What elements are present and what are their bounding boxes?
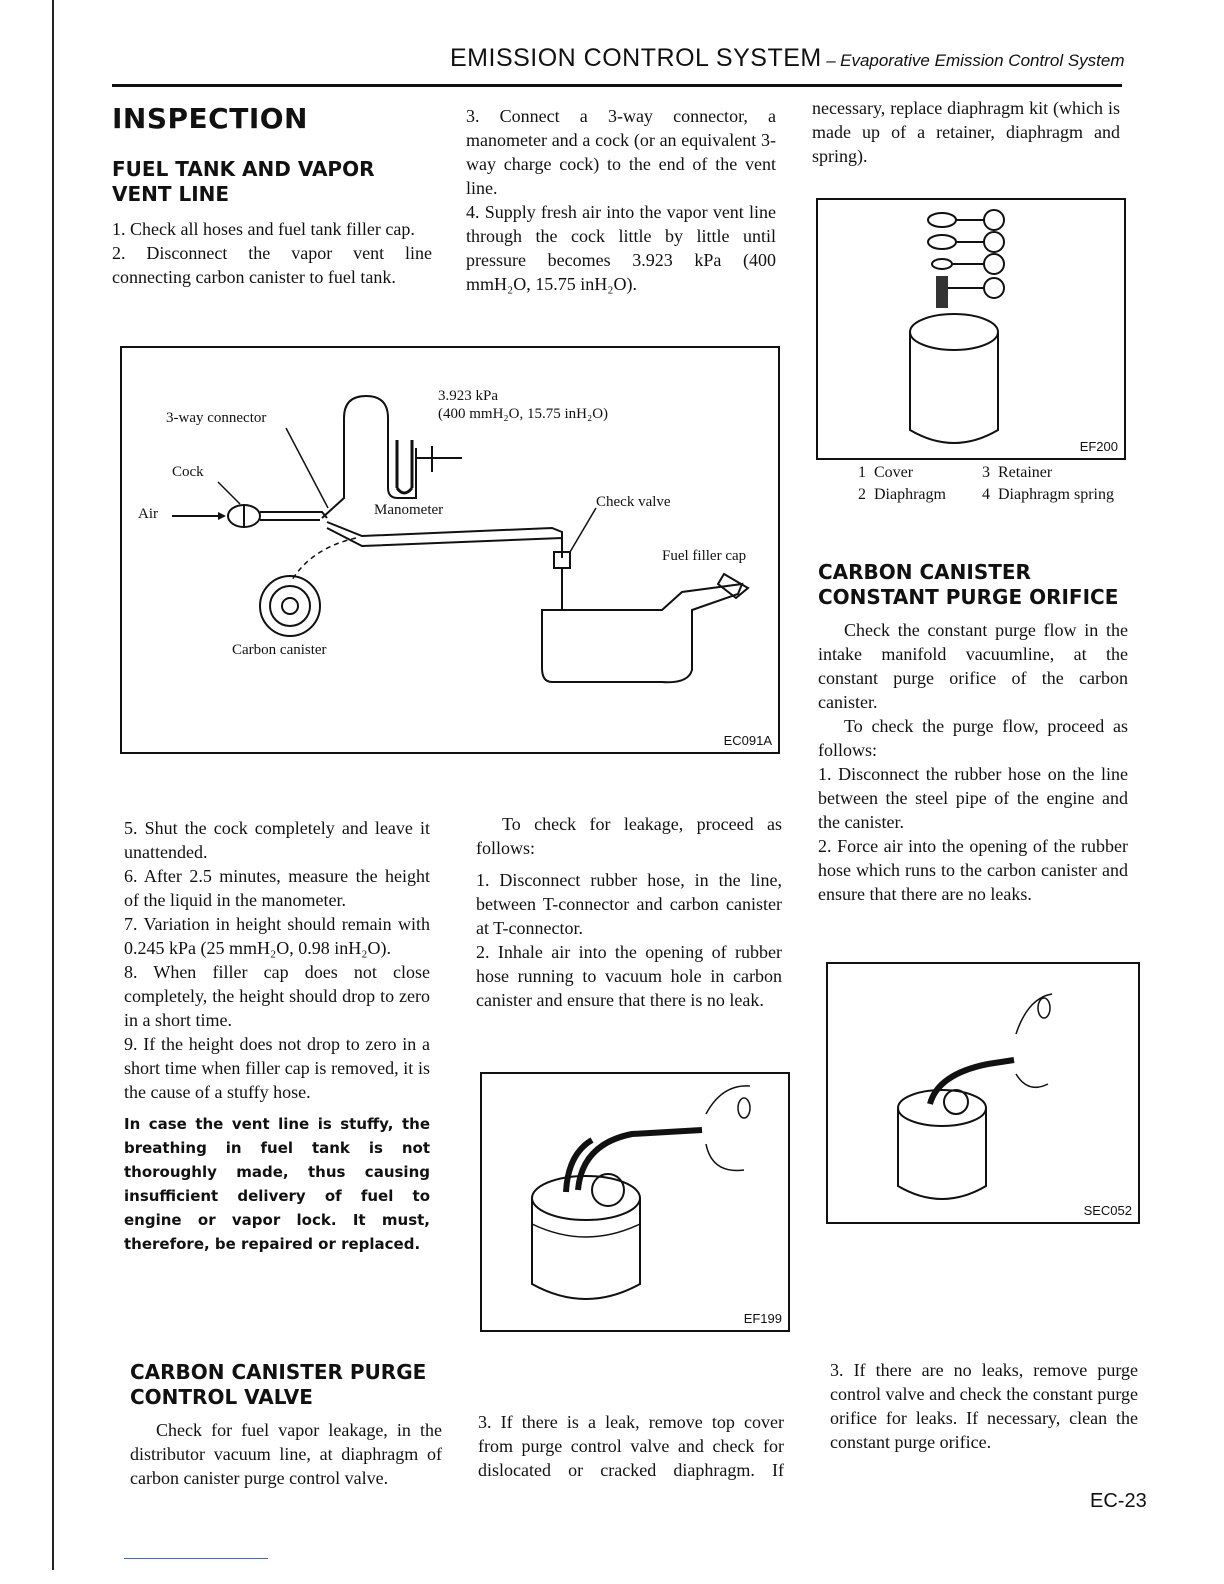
step-2: 2. Disconnect the vapor vent line connecting carbon canister to fuel tank. xyxy=(112,243,432,287)
purge-valve-step-3-continued xyxy=(812,96,1120,168)
step-6: 6. After 2.5 minutes, measure the height of the liquid in the manometer. xyxy=(124,866,430,910)
part-2-num: 2 xyxy=(858,486,866,503)
steps-5-9 xyxy=(124,816,430,1256)
orifice-heading-line1: CARBON CANISTER xyxy=(818,560,1031,584)
step-3: 3. Connect a 3-way connector, a manometer and a cock (or an equivalent 3-way charge cock) to the end of the vent line. xyxy=(466,106,776,198)
orifice-heading-line2: CONSTANT PURGE ORIFICE xyxy=(818,585,1119,609)
inspection-heading: INSPECTION xyxy=(112,102,308,135)
orifice-step-2: 2. Force air into the opening of the rubber hose which runs to the carbon canister and ensure that there are no leaks. xyxy=(818,836,1128,904)
air-label: Air xyxy=(138,506,158,522)
purge-valve-heading-line2: CONTROL VALVE xyxy=(130,1385,313,1409)
part-3-num: 3 xyxy=(982,464,990,481)
orifice-step-3: 3. If there are no leaks, remove purge control valve and check the constant purge orifice for leaks. If necessary, clean the constant purge orifice. xyxy=(830,1360,1138,1452)
diaphragm-part xyxy=(928,235,956,249)
step-7: 7. Variation in height should remain with 0.245 kPa (25 mmH₂O, 0.98 inH₂O). xyxy=(124,914,430,958)
figure-code-ef200: EF200 xyxy=(1079,439,1118,454)
fuel-tank-heading-line2: VENT LINE xyxy=(112,182,230,206)
canister-body-ef200 xyxy=(910,332,998,443)
retainer-part xyxy=(932,259,952,269)
connector-label: 3-way connector xyxy=(166,410,267,426)
figure-ef200 xyxy=(816,198,1126,460)
force-air-test-illustration xyxy=(828,964,1138,1222)
purge-valve-body: Check for fuel vapor leakage, in the distributor vacuum line, at diaphragm of carbon canister purge control valve. xyxy=(130,1420,442,1488)
purge-valve-heading-line1: CARBON CANISTER PURGE xyxy=(130,1360,427,1384)
part-2-name: Diaphragm xyxy=(874,486,946,503)
footer-line xyxy=(124,1558,268,1559)
leakage-step-1: 1. Disconnect rubber hose, in the line, between T-connector and carbon canister at T-connector. xyxy=(476,870,782,938)
part-4-caption xyxy=(982,486,1114,504)
step-8: 8. When filler cap does not close completely, the height should drop to zero in a short time. xyxy=(124,962,430,1030)
spring-part xyxy=(936,276,948,308)
fuel-tank xyxy=(542,584,742,682)
header-dash: – xyxy=(826,51,836,70)
page-number: EC-23 xyxy=(1090,1490,1147,1512)
vent-line xyxy=(327,522,562,558)
purge-valve-section xyxy=(130,1360,442,1490)
header-title: EMISSION CONTROL SYSTEM xyxy=(450,44,822,72)
manometer-tube xyxy=(322,396,416,518)
figure-ec091a xyxy=(120,346,780,754)
header-rule xyxy=(112,84,1122,87)
pressure-label-line2: (400 mmH₂O, 15.75 inH₂O) xyxy=(438,406,609,422)
leakage-step-2: 2. Inhale air into the opening of rubber hose running to vacuum hole in carbon canister and ensure that there is no leak. xyxy=(476,942,782,1010)
inspection-section xyxy=(112,102,432,289)
figure-code-ec091a: EC091A xyxy=(723,733,772,748)
leakage-section xyxy=(476,812,782,1012)
steps-3-4 xyxy=(466,104,776,296)
part-4-num: 4 xyxy=(982,486,990,503)
header-subtitle: Evaporative Emission Control System xyxy=(840,51,1125,70)
orifice-body-2: To check the purge flow, proceed as follows: xyxy=(818,716,1128,760)
canister-label: Carbon canister xyxy=(232,642,327,658)
warning-note: In case the vent line is stuffy, the breathing in fuel tank is not thoroughly made, thus causing insufficient delivery of fuel to engine or vapor lock. It must, therefore, be repaired or replaced. xyxy=(124,1115,430,1253)
figure-ef199 xyxy=(480,1072,790,1332)
figure-code-sec052: SEC052 xyxy=(1083,1203,1132,1218)
binder-edge-line xyxy=(52,0,54,1570)
step-9: 9. If the height does not drop to zero in a short time when filler cap is removed, it is the cause of a stuffy hose. xyxy=(124,1034,430,1102)
fuel-tank-heading-line1: FUEL TANK AND VAPOR xyxy=(112,157,375,181)
cock-label: Cock xyxy=(172,464,204,480)
part-1-caption xyxy=(858,464,913,482)
part-3-caption xyxy=(982,464,1052,482)
purge-valve-step-3-start xyxy=(478,1410,784,1482)
pressure-label-line1: 3.923 kPa xyxy=(438,388,498,404)
figure-code-ef199: EF199 xyxy=(743,1311,782,1326)
figure-sec052 xyxy=(826,962,1140,1224)
orifice-step-1: 1. Disconnect the rubber hose on the line between the steel pipe of the engine and the canister. xyxy=(818,764,1128,832)
purge-valve-step-3: 3. If there is a leak, remove top cover from purge control valve and check for dislocated or cracked diaphragm. If xyxy=(478,1412,784,1480)
filler-cap-label: Fuel filler cap xyxy=(662,548,747,564)
part-1-num: 1 xyxy=(858,464,866,481)
air-arrow-head xyxy=(218,512,226,520)
orifice-step-3-block xyxy=(830,1358,1138,1454)
part-2-caption xyxy=(858,486,946,504)
page-header xyxy=(450,44,1130,73)
part-3-name: Retainer xyxy=(998,464,1053,481)
cover-part xyxy=(928,213,956,227)
part-1-name: Cover xyxy=(874,464,914,481)
inhale-leak-test-illustration xyxy=(482,1074,788,1330)
step-1: 1. Check all hoses and fuel tank filler cap. xyxy=(112,219,415,239)
purge-valve-step-3-tail: necessary, replace diaphragm kit (which is made up of a retainer, diaphragm and spring). xyxy=(812,98,1120,166)
check-valve-label: Check valve xyxy=(596,494,671,510)
part-4-name: Diaphragm spring xyxy=(998,486,1114,503)
step-4: 4. Supply fresh air into the vapor vent line through the cock little by little until pressure becomes 3.923 kPa (400 mmH₂O, 15.75 inH₂O). xyxy=(466,202,776,294)
leakage-intro: To check for leakage, proceed as follows: xyxy=(476,814,782,858)
purge-valve-exploded-view xyxy=(818,200,1124,458)
step-5: 5. Shut the cock completely and leave it unattended. xyxy=(124,818,430,862)
face-outline-sec052 xyxy=(1016,994,1052,1087)
manometer-label: Manometer xyxy=(374,502,444,518)
orifice-section xyxy=(818,560,1128,906)
orifice-body-1: Check the constant purge flow in the intake manifold vacuumline, at the constant purge orifice of the carbon canister. xyxy=(818,620,1128,712)
